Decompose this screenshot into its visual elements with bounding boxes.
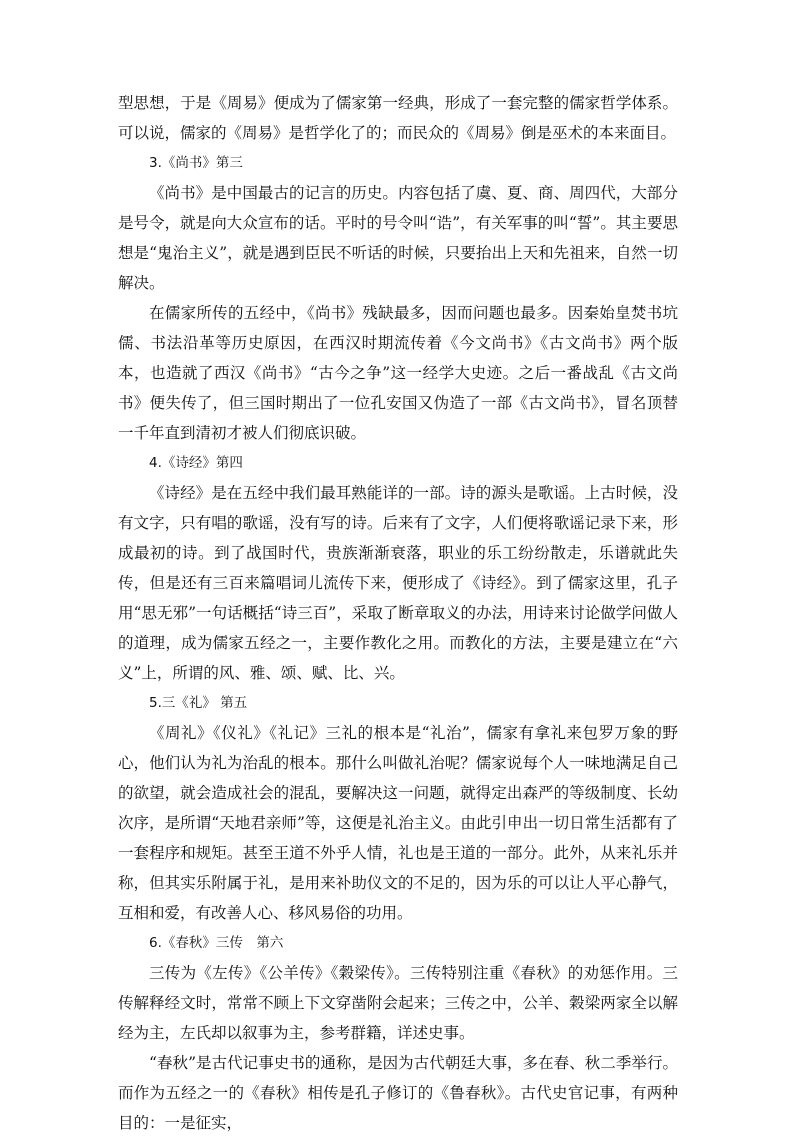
section-heading-shijing: 4.《诗经》第四 (149, 455, 243, 471)
section-heading-shangshu: 3.《尚书》第三 (149, 155, 243, 171)
paragraph-shangshu-intro: 《尚书》是中国最古的记言的历史。内容包括了虞、夏、商、周四代，大部分是号令，就是向大众宣布的话。平时的号令叫“诰”，有关军事的叫“誓”。其主要思想是“鬼治主义”，就是遇到臣民不听话的时候，只要抬出上天和先祖来，自然一切解决。 (118, 184, 678, 292)
paragraph-shijing: 《诗经》是在五经中我们最耳熟能详的一部。诗的源头是歌谣。上古时候，没有文字，只有唱的歌谣，没有写的诗。后来有了文字，人们便将歌谣记录下来，形成最初的诗。到了战国时代，贵族渐渐衰落，职业的乐工纷纷散走，乐谱就此失传，但是还有三百来篇唱词儿流传下来，便形成了《诗经》。到了儒家这里，孔子用“思无邪”一句话概括“诗三百”，采取了断章取义的办法，用诗来讨论做学问做人的道理，成为儒家五经之一，主要作教化之用。而教化的方法，主要是建立在“六义”上，所谓的风、雅、颂、赋、比、兴。 (118, 484, 678, 682)
document-page (118, 88, 678, 1138)
paragraph-chunqiu-sanzhuan: 三传为《左传》《公羊传》《穀梁传》。三传特别注重《春秋》的劝惩作用。三传解释经文时，常常不顾上下文穿凿附会起来；三传之中，公羊、穀梁两家全以解经为主，左氏却以叙事为主，参考群籍，详述史事。 (118, 964, 678, 1042)
paragraph-shangshu-history: 在儒家所传的五经中，《尚书》残缺最多，因而问题也最多。因秦始皇焚书坑儒、书法沿革等历史原因，在西汉时期流传着《今文尚书》《古文尚书》两个版本，也造就了西汉《尚书》“古今之争”这一经学大史迹。之后一番战乱《古文尚书》便失传了，但三国时期出了一位孔安国又伪造了一部《古文尚书》，冒名顶替一千年直到清初才被人们彻底识破。 (118, 304, 678, 442)
paragraph-li: 《周礼》《仪礼》《礼记》三礼的根本是“礼治”，儒家有拿礼来包罗万象的野心，他们认为礼为治乱的根本。那什么叫做礼治呢？儒家说每个人一味地满足自己的欲望，就会造成社会的混乱，要解决这一问题，就得定出森严的等级制度、长幼次序，是所谓“天地君亲师”等，这便是礼治主义。由此引申出一切日常生活都有了一套程序和规矩。甚至王道不外乎人情，礼也是王道的一部分。此外，从来礼乐并称，但其实乐附属于礼，是用来补助仪文的不足的，因为乐的可以让人平心静气，互相和爱，有改善人心、移风易俗的功用。 (118, 724, 678, 922)
paragraph-zhouyi-conclusion: 型思想，于是《周易》便成为了儒家第一经典，形成了一套完整的儒家哲学体系。可以说，儒家的《周易》是哲学化了的；而民众的《周易》倒是巫术的本来面目。 (118, 94, 678, 142)
paragraph-chunqiu-name: “春秋”是古代记事史书的通称，是因为古代朝廷大事，多在春、秋二季举行。而作为五经之一的《春秋》相传是孔子修订的《鲁春秋》。古代史官记事，有两种目的：一是征实， (118, 1054, 678, 1132)
section-heading-chunqiu: 6.《春秋》三传 第六 (149, 935, 284, 951)
section-heading-li: 5.三《礼》 第五 (149, 695, 248, 711)
